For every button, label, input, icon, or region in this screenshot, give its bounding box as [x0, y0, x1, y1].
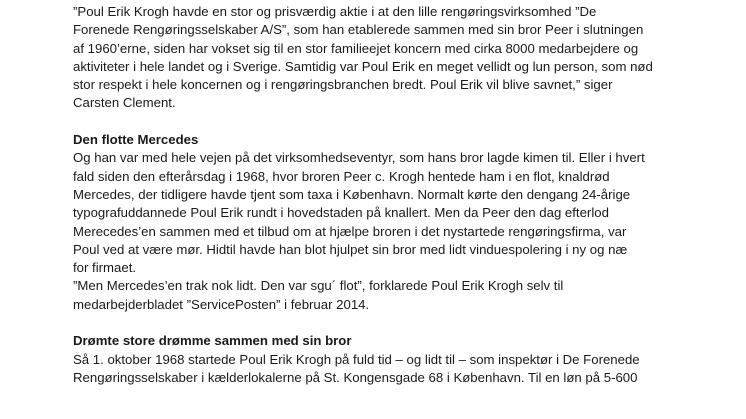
text-line: Forenede Rengøringsselskaber A/S”, som han etablerede sammen med sin bror Peer i slutningen	[73, 22, 644, 38]
section-dreams	[73, 332, 713, 387]
text-line: Carsten Clement.	[73, 95, 176, 111]
text-line: for firmaet.	[73, 260, 137, 276]
quote-paragraph	[73, 3, 713, 113]
text-line: Rengøringsselskaber i kælderlokalerne på St. Kongensgade 68 i København. Til en løn på 5-600	[73, 369, 638, 385]
paragraph-spacer	[73, 113, 713, 131]
section-mercedes	[73, 131, 713, 314]
paragraph-spacer	[73, 314, 713, 332]
text-line: Mercedes, der tidligere havde tjent som taxa i København. Normalt kørte den dengang 24-årige	[73, 186, 631, 202]
text-line: Så 1. oktober 1968 startede Poul Erik Krogh på fuld tid – og lidt til – som inspektør i De Forenede	[73, 351, 640, 367]
section-heading: Den flotte Mercedes	[73, 132, 199, 148]
document-page	[73, 3, 713, 387]
text-line: typografuddannede Poul Erik rundt i hovedstaden på knallert. Men da Peer den dag efterlod	[73, 205, 609, 221]
text-line: medarbejderbladet ”ServicePosten” i februar 2014.	[73, 296, 370, 312]
text-line: Poul ved at være mør. Hidtil havde han blot hjulpet sin bror med lidt vinduespolering i ny og næ	[73, 241, 628, 257]
text-line: af 1960’erne, siden har vokset sig til en stor familieejet koncern med cirka 8000 medarbejdere og	[73, 40, 639, 56]
text-line: fald siden den efterårsdag i 1968, hvor broren Peer c. Krogh hentede ham i en flot, knaldrød	[73, 168, 610, 184]
section-heading: Drømte store drømme sammen med sin bror	[73, 333, 352, 349]
text-line: Merecedes’en sammen med et tilbud om at hjælpe broren i det nystartede rengøringsfirma, var	[73, 223, 627, 239]
text-line: aktiviteter i hele landet og i Sverige. Samtidig var Poul Erik en meget vellidt og lun person, som nød	[73, 58, 653, 74]
text-line: stor respekt i hele koncernen og i rengøringsbranchen bredt. Poul Erik vil blive savnet,” siger	[73, 77, 613, 93]
text-line: Og han var med hele vejen på det virksomhedseventyr, som hans bror lagde kimen til. Eller i hvert	[73, 150, 645, 166]
text-line: ”Poul Erik Krogh havde en stor og prisværdig aktie i at den lille rengøringsvirksomhed ”De	[73, 4, 597, 19]
text-line: ”Men Mercedes’en trak nok lidt. Den var sgu´ flot”, forklarede Poul Erik Krogh selv til	[73, 278, 564, 294]
